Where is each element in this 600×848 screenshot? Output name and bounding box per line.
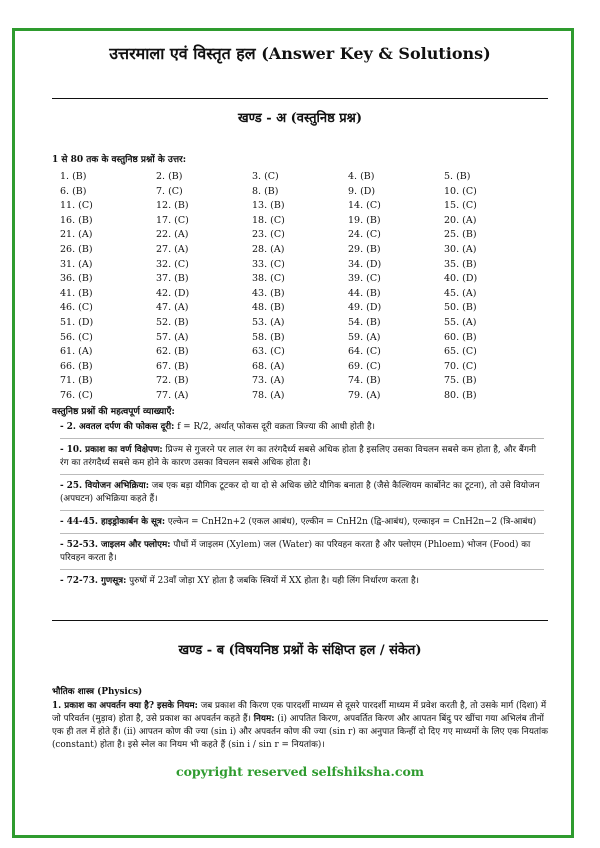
divider <box>52 98 548 99</box>
explanation-title: - 44-45. हाइड्रोकार्बन के सूत्र: <box>60 517 166 527</box>
answer-key-grid <box>60 170 540 404</box>
answer-cell: 46. (C) <box>60 302 93 314</box>
answer-cell: 3. (C) <box>252 171 279 182</box>
answer-cell: 74. (B) <box>348 375 381 387</box>
answer-cell: 25. (B) <box>444 229 477 241</box>
answer-cell: 73. (A) <box>252 375 285 387</box>
answer-cell: 37. (B) <box>156 273 189 285</box>
answer-cell: 75. (B) <box>444 375 477 387</box>
answer-cell: 56. (C) <box>60 331 93 343</box>
subject-heading: भौतिक शास्त्र (Physics) <box>52 687 143 697</box>
answers-label: 1 से 80 तक के वस्तुनिष्ठ प्रश्नों के उत्तर: <box>52 155 187 165</box>
answer-cell: 5. (B) <box>444 171 471 182</box>
question-1 <box>52 700 548 752</box>
answer-row <box>60 316 540 331</box>
answer-cell: 10. (C) <box>444 185 477 197</box>
answer-cell: 15. (C) <box>444 200 477 212</box>
explanation-text: एल्केन = CnH2n+2 (एकल आबंध), एल्कीन = CnH2n (द्वि-आबंध), एल्काइन = CnH2n−2 (त्रि-आबंध) <box>167 517 537 527</box>
answer-cell: 31. (A) <box>60 258 93 270</box>
answer-cell: 1. (B) <box>60 171 87 182</box>
answer-row <box>60 214 540 229</box>
answer-cell: 47. (A) <box>156 302 189 314</box>
answer-row <box>60 374 540 389</box>
answer-cell: 12. (B) <box>156 200 189 212</box>
answer-cell: 48. (B) <box>252 302 285 314</box>
answer-cell: 35. (B) <box>444 258 477 270</box>
answer-cell: 26. (B) <box>60 243 93 255</box>
answer-cell: 40. (D) <box>444 273 478 285</box>
answer-row <box>60 272 540 287</box>
answer-cell: 78. (A) <box>252 389 285 401</box>
answer-cell: 58. (B) <box>252 331 285 343</box>
answer-row <box>60 360 540 375</box>
explanation-text: f = R/2, अर्थात् फोकस दूरी वक्रता त्रिज्या की आधी होती है। <box>177 422 375 432</box>
answer-cell: 61. (A) <box>60 346 93 358</box>
rules-label: नियम: <box>253 714 275 724</box>
section-b-title: खण्ड - ब (विषयनिष्ठ प्रश्नों के संक्षिप्त हल / संकेत) <box>178 643 422 658</box>
answer-cell: 13. (B) <box>252 200 285 212</box>
answer-row <box>60 301 540 316</box>
answer-cell: 11. (C) <box>60 200 93 212</box>
answer-cell: 51. (D) <box>60 316 94 328</box>
answer-cell: 66. (B) <box>60 360 93 372</box>
explanation-item <box>60 574 544 592</box>
answer-cell: 53. (A) <box>252 316 285 328</box>
answer-cell: 41. (B) <box>60 287 93 299</box>
answer-row <box>60 228 540 243</box>
answer-cell: 44. (B) <box>348 287 381 299</box>
answer-cell: 59. (A) <box>348 331 381 343</box>
answer-cell: 22. (A) <box>156 229 189 241</box>
answer-cell: 18. (C) <box>252 214 285 226</box>
section-a-title: खण्ड - अ (वस्तुनिष्ठ प्रश्न) <box>237 111 363 126</box>
explanation-title: - 72-73. गुणसूत्र: <box>60 576 127 586</box>
answer-cell: 64. (C) <box>348 346 381 358</box>
answer-cell: 38. (C) <box>252 273 285 285</box>
answer-row <box>60 389 540 404</box>
question-1-title: 1. प्रकाश का अपवर्तन क्या है? इसके नियम: <box>52 701 198 711</box>
explanation-text: जब एक बड़ा यौगिक टूटकर दो या दो से अधिक छोटे यौगिक बनाता है (जैसे कैल्शियम कार्बोनेट का टूटना), तो उसे वियोजन (अपघटन) अभिक्रिया कहते हैं। <box>60 481 540 504</box>
page-title: उत्तरमाला एवं विस्तृत हल (Answer Key & Solutions) <box>109 44 491 63</box>
explanation-title: - 10. प्रकाश का वर्ण विक्षेपण: <box>60 445 163 455</box>
explanations-label: वस्तुनिष्ठ प्रश्नों की महत्वपूर्ण व्याख्याएँ: <box>52 407 175 417</box>
answer-row <box>60 331 540 346</box>
answer-cell: 2. (B) <box>156 171 183 182</box>
physics-section <box>52 686 548 752</box>
answer-cell: 80. (B) <box>444 389 477 401</box>
explanation-title: - 2. अवतल दर्पण की फोकस दूरी: <box>60 422 175 432</box>
answer-row <box>60 199 540 214</box>
answer-cell: 8. (B) <box>252 185 279 197</box>
answer-cell: 50. (B) <box>444 302 477 314</box>
explanation-text: प्रिज्म से गुजरने पर लाल रंग का तरंगदैर्ध्य सबसे अधिक होता है इसलिए उसका विचलन सबसे कम होता है, और बैंगनी रंग का तरंगदैर्ध्य सबसे कम होने के कारण उसका विचलन सबसे अधिक होता है। <box>60 445 537 468</box>
answer-cell: 67. (B) <box>156 360 189 372</box>
answer-cell: 72. (B) <box>156 375 189 387</box>
answer-cell: 69. (C) <box>348 360 381 372</box>
answer-cell: 57. (A) <box>156 331 189 343</box>
answer-cell: 39. (C) <box>348 273 381 285</box>
answer-cell: 76. (C) <box>60 389 93 401</box>
answer-cell: 30. (A) <box>444 243 477 255</box>
answer-row <box>60 258 540 273</box>
answer-cell: 68. (A) <box>252 360 285 372</box>
answer-row <box>60 170 540 185</box>
answer-row <box>60 185 540 200</box>
answer-cell: 52. (B) <box>156 316 189 328</box>
question-1-rules: (i) आपतित किरण, अपवर्तित किरण और आपतन बिंदु पर खींचा गया अभिलंब तीनों एक ही तल में होते हैं। (ii) आपतन कोण की ज्या (sin i) और अपवर्तन कोण की ज्या (sin r) का अनुपात किन्हीं दो दिए गए माध्यमों के लिए एक नियतांक (constant) होता है। इसे स्नेल का नियम भी कहते हैं (sin i / sin r = नियतांक)। <box>52 714 548 750</box>
divider <box>52 620 548 621</box>
question-1-text: जब प्रकाश की किरण एक पारदर्शी माध्यम से दूसरे पारदर्शी माध्यम में प्रवेश करती है, तो उसके मार्ग (दिशा) में जो परिवर्तन (मुड़ाव) होता है, उसे प्रकाश का अपवर्तन कहते हैं। <box>52 701 547 724</box>
answer-cell: 62. (B) <box>156 346 189 358</box>
answer-cell: 29. (B) <box>348 243 381 255</box>
answer-cell: 70. (C) <box>444 360 477 372</box>
explanations-list <box>60 420 544 596</box>
explanation-item <box>60 515 544 534</box>
explanation-text: पुरुषों में 23वाँ जोड़ा XY होता है जबकि स्त्रियों में XX होता है। यही लिंग निर्धारण करता है। <box>129 576 419 586</box>
explanation-title: - 25. वियोजन अभिक्रिया: <box>60 481 149 491</box>
answer-cell: 36. (B) <box>60 273 93 285</box>
answer-row <box>60 345 540 360</box>
answer-cell: 9. (D) <box>348 185 376 197</box>
answer-cell: 33. (C) <box>252 258 285 270</box>
answer-cell: 6. (B) <box>60 185 87 197</box>
answer-cell: 23. (C) <box>252 229 285 241</box>
answer-cell: 32. (C) <box>156 258 189 270</box>
copyright-notice: copyright reserved selfshiksha.com <box>175 764 425 779</box>
answer-cell: 79. (A) <box>348 389 381 401</box>
explanation-item <box>60 443 544 475</box>
answer-cell: 43. (B) <box>252 287 285 299</box>
answer-cell: 65. (C) <box>444 346 477 358</box>
answer-cell: 19. (B) <box>348 214 381 226</box>
explanation-title: - 52-53. जाइलम और फ्लोएम: <box>60 540 171 550</box>
answer-cell: 55. (A) <box>444 316 477 328</box>
answer-cell: 60. (B) <box>444 331 477 343</box>
answer-cell: 34. (D) <box>348 258 382 270</box>
answer-cell: 20. (A) <box>444 214 477 226</box>
answer-cell: 14. (C) <box>348 200 381 212</box>
answer-cell: 45. (A) <box>444 287 477 299</box>
answer-cell: 4. (B) <box>348 171 375 182</box>
explanation-item <box>60 538 544 570</box>
explanation-item <box>60 479 544 511</box>
answer-row <box>60 243 540 258</box>
answer-cell: 42. (D) <box>156 287 190 299</box>
answer-cell: 71. (B) <box>60 375 93 387</box>
answer-cell: 27. (A) <box>156 243 189 255</box>
answer-cell: 7. (C) <box>156 185 183 197</box>
answer-cell: 21. (A) <box>60 229 93 241</box>
answer-cell: 54. (B) <box>348 316 381 328</box>
answer-cell: 49. (D) <box>348 302 382 314</box>
explanation-text: पौधों में जाइलम (Xylem) जल (Water) का परिवहन करता है और फ्लोएम (Phloem) भोजन (Food) का परिवहन करता है। <box>60 540 531 563</box>
explanation-item <box>60 420 544 439</box>
answer-cell: 17. (C) <box>156 214 189 226</box>
answer-cell: 63. (C) <box>252 346 285 358</box>
answer-cell: 16. (B) <box>60 214 93 226</box>
answer-cell: 28. (A) <box>252 243 285 255</box>
answer-cell: 77. (A) <box>156 389 189 401</box>
answer-cell: 24. (C) <box>348 229 381 241</box>
answer-row <box>60 287 540 302</box>
